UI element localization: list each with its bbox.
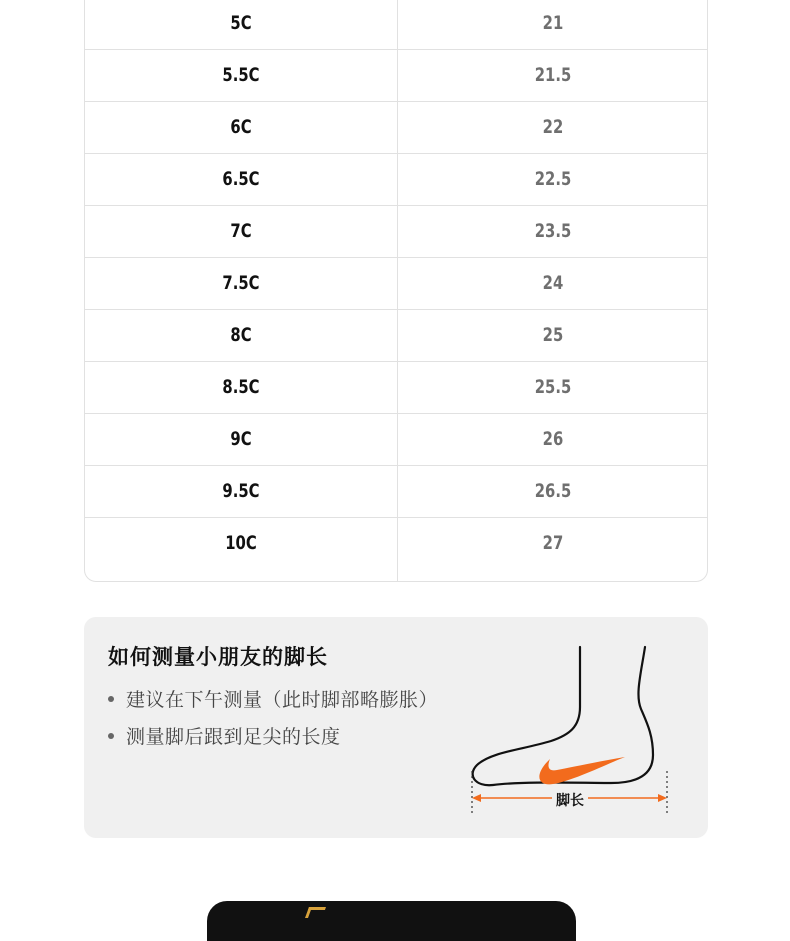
guide-tip <box>108 722 341 749</box>
foot-length-cell: 24 <box>542 272 564 294</box>
bullet-icon <box>108 733 114 739</box>
bullet-icon <box>108 696 114 702</box>
us-size-cell: 5C <box>230 12 252 34</box>
us-size-cell: 6.5C <box>222 168 260 190</box>
foot-length-cell: 22.5 <box>534 168 572 190</box>
foot-length-cell: 23.5 <box>534 220 572 242</box>
guide-title: 如何测量小朋友的脚长 <box>108 645 328 669</box>
us-size-cell: 7C <box>230 220 252 242</box>
us-size-cell: 10C <box>225 532 257 554</box>
us-size-cell: 6C <box>230 116 252 138</box>
table-row <box>85 205 707 257</box>
table-row <box>85 517 707 569</box>
table-row <box>85 101 707 153</box>
table-row <box>85 0 707 49</box>
table-row <box>85 49 707 101</box>
us-size-cell: 8C <box>230 324 252 346</box>
foot-length-cell: 26.5 <box>534 480 572 502</box>
foot-length-cell: 21 <box>542 12 564 34</box>
table-row <box>85 309 707 361</box>
guide-tip <box>108 685 438 712</box>
guide-tip-text: 建议在下午测量（此时脚部略膨胀） <box>126 689 439 711</box>
guide-tip-text: 测量脚后跟到足尖的长度 <box>126 726 341 748</box>
foot-length-cell: 25 <box>542 324 564 346</box>
us-size-cell: 9C <box>230 428 252 450</box>
foot-length-cell: 21.5 <box>534 64 572 86</box>
us-size-cell: 7.5C <box>222 272 260 294</box>
table-row <box>85 153 707 205</box>
size-chart-table <box>84 0 708 582</box>
table-row <box>85 257 707 309</box>
foot-length-cell: 27 <box>542 532 564 554</box>
us-size-cell: 5.5C <box>222 64 260 86</box>
foot-length-cell: 26 <box>542 428 564 450</box>
us-size-cell: 9.5C <box>222 480 260 502</box>
foot-length-cell: 22 <box>542 116 564 138</box>
measure-guide-card <box>84 617 708 838</box>
us-size-cell: 8.5C <box>222 376 260 398</box>
brand-swoosh-icon <box>539 757 625 784</box>
table-row <box>85 465 707 517</box>
foot-length-label: 脚长 <box>552 790 588 810</box>
foot-length-cell: 25.5 <box>534 376 572 398</box>
table-row <box>85 413 707 465</box>
table-row <box>85 361 707 413</box>
bottom-banner <box>207 901 576 941</box>
